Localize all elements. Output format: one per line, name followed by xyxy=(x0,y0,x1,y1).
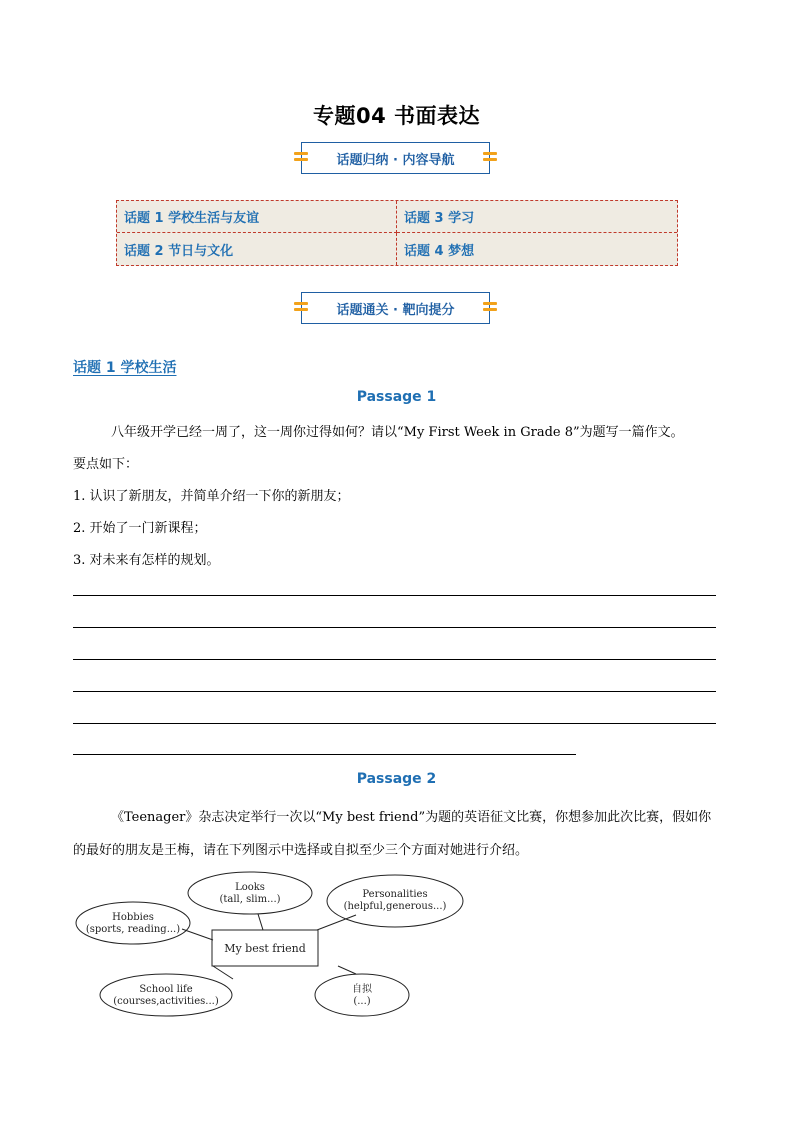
practice-banner xyxy=(301,292,490,324)
self-node xyxy=(315,974,409,1016)
school-life-label: School life xyxy=(139,984,193,995)
topic-link-2[interactable]: 话题 2 节日与文化 xyxy=(117,233,397,265)
passage-2-prompt xyxy=(73,801,723,867)
passage-1-point: 3. 对未来有怎样的规划。 xyxy=(73,553,220,568)
mind-map-diagram xyxy=(73,870,473,1020)
passage-1-prompt: 八年级开学已经一周了，这一周你过得如何？请以“My First Week in Grade 8”为题写一篇作文。 xyxy=(111,425,684,440)
personalities-examples: (helpful,generous...) xyxy=(343,901,447,912)
passage-1-points-label: 要点如下： xyxy=(73,457,139,472)
banner-deco-icon xyxy=(483,302,497,314)
passage-1-point: 2. 开始了一门新课程； xyxy=(73,521,207,536)
looks-node xyxy=(188,872,312,914)
center-label: My best friend xyxy=(224,942,306,955)
passage-1-point: 1. 认识了新朋友，并简单介绍一下你的新朋友； xyxy=(73,489,350,504)
writing-line[interactable] xyxy=(73,723,716,724)
passage-2-prompt-text: 《Teenager》杂志决定举行一次以“My best friend”为题的英语征文比赛，你想参加此次比赛，假如你的最好的朋友是王梅，请在下列图示中选择或自拟至少三个方面对她进行介绍。 xyxy=(73,810,712,858)
topic-nav-table xyxy=(116,200,678,266)
hobbies-node xyxy=(76,902,190,944)
self-examples: (...) xyxy=(353,996,371,1007)
mind-map-connector xyxy=(258,914,263,930)
writing-line[interactable] xyxy=(73,595,716,596)
writing-line[interactable] xyxy=(73,754,576,755)
looks-examples: (tall, slim...) xyxy=(219,894,281,905)
topic-link-4[interactable]: 话题 4 梦想 xyxy=(404,243,475,259)
writing-line[interactable] xyxy=(73,659,716,660)
page-title: 专题04 书面表达 xyxy=(312,104,481,128)
practice-banner-label: 话题通关 · 靶向提分 xyxy=(336,302,455,318)
banner-deco-icon xyxy=(294,152,308,164)
topic-link-3[interactable]: 话题 3 学习 xyxy=(397,201,677,233)
section-heading[interactable]: 话题 1 学校生活 xyxy=(73,360,177,376)
banner-deco-icon xyxy=(483,152,497,164)
topic-link-1[interactable]: 话题 1 学校生活与友谊 xyxy=(117,201,397,233)
mind-map-connector xyxy=(317,915,356,930)
writing-line[interactable] xyxy=(73,691,716,692)
nav-banner-label: 话题归纳 · 内容导航 xyxy=(336,152,455,168)
looks-label: Looks xyxy=(235,882,265,893)
hobbies-examples: (sports, reading...) xyxy=(85,924,181,935)
writing-line[interactable] xyxy=(73,627,716,628)
school-life-examples: (courses,activities...) xyxy=(113,996,219,1007)
nav-banner xyxy=(301,142,490,174)
school-life-node xyxy=(100,974,232,1016)
passage-1-title: Passage 1 xyxy=(356,389,437,405)
self-label: 自拟 xyxy=(352,984,372,995)
passage-2-title: Passage 2 xyxy=(356,771,437,787)
personalities-label: Personalities xyxy=(362,889,428,900)
hobbies-label: Hobbies xyxy=(112,912,154,923)
mind-map-connector xyxy=(213,966,233,979)
banner-deco-icon xyxy=(294,302,308,314)
mind-map-connector xyxy=(338,966,356,974)
